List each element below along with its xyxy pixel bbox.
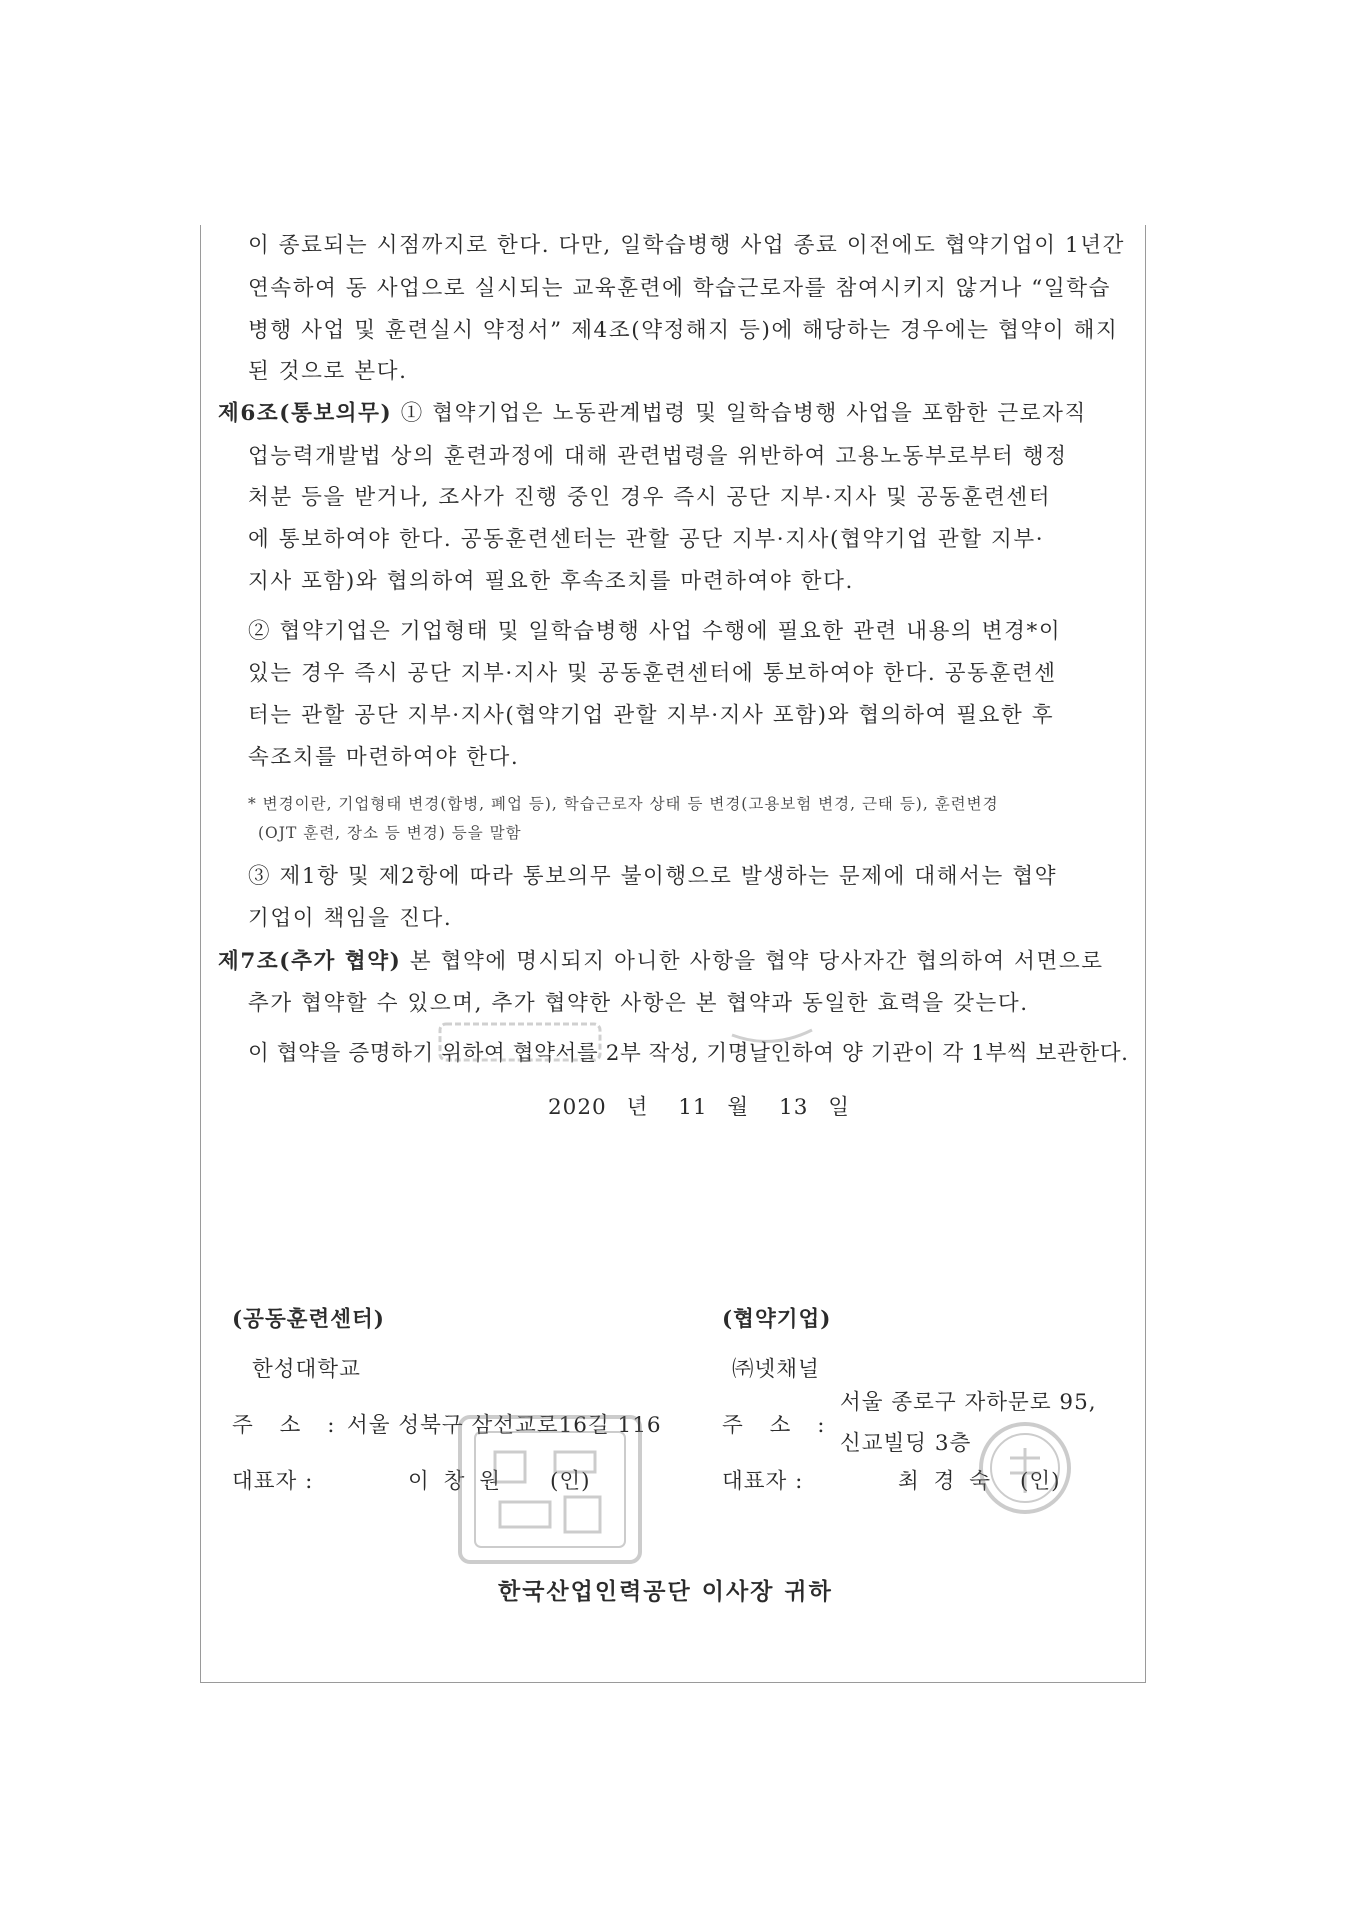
official-seal-icon [455, 1412, 645, 1567]
date-month: 11 [678, 1095, 708, 1120]
left-address: 서울 성북구 삼선교로16길 116 [347, 1413, 662, 1438]
stamp-trace-icon [430, 1012, 610, 1072]
body-line: 이 종료되는 시점까지로 한다. 다만, 일학습병행 사업 종료 이전에도 협약기업이 1년간 [248, 233, 1126, 258]
left-seal-mark: (인) [550, 1469, 591, 1494]
article6-p1-line: 지사 포함)와 협의하여 필요한 후속조치를 마련하여야 한다. [248, 569, 854, 594]
right-seal-mark: (인) [1020, 1469, 1061, 1494]
stamp-trace-icon [722, 990, 822, 1050]
article7-first-line [218, 948, 1104, 976]
signing-date [548, 1090, 850, 1121]
company-seal-icon [975, 1418, 1075, 1518]
article6-p3-line: 기업이 책임을 진다. [248, 906, 453, 931]
article6-p2-line: ② 협약기업은 기업형태 및 일학습병행 사업 수행에 필요한 관련 내용의 변경*이 [248, 619, 1062, 644]
article6-first-line [218, 400, 1087, 428]
article6-footnote: (OJT 훈련, 장소 등 변경) 등을 말함 [258, 824, 522, 842]
closing-statement: 이 협약을 증명하기 위하여 협약서를 2부 작성, 기명날인하여 양 기관이 각 1부씩 보관한다. [248, 1041, 1129, 1066]
article7-line: 추가 협약할 수 있으며, 추가 협약한 사항은 본 협약과 동일한 효력을 갖는다. [248, 991, 1029, 1016]
article6-footnote: * 변경이란, 기업형태 변경(합병, 폐업 등), 학습근로자 상태 등 변경(고용보험 변경, 근태 등), 훈련변경 [248, 795, 999, 813]
date-day-unit: 일 [828, 1095, 850, 1120]
article6-p1-line: 에 통보하여야 한다. 공동훈련센터는 관할 공단 지부·지사(협약기업 관할 지부· [248, 527, 1045, 552]
body-line: 된 것으로 본다. [248, 359, 408, 384]
article6-p1-line: 업능력개발법 상의 훈련과정에 대해 관련법령을 위반하여 고용노동부로부터 행정 [248, 444, 1068, 469]
body-line: 연속하여 동 사업으로 실시되는 교육훈련에 학습근로자를 참여시키지 않거나 “일학습 [248, 276, 1111, 301]
article7-first: 본 협약에 명시되지 아니한 사항을 협약 당사자간 협의하여 서면으로 [409, 949, 1104, 974]
right-party-org: ㈜넷채널 [732, 1357, 820, 1382]
right-address-label: 주 소 : [722, 1413, 835, 1438]
left-rep-name: 이 창 원 [408, 1469, 504, 1494]
article6-p2-line: 속조치를 마련하여야 한다. [248, 745, 520, 770]
date-year: 2020 [548, 1095, 607, 1120]
article6-p1-line: 처분 등을 받거나, 조사가 진행 중인 경우 즉시 공단 지부·지사 및 공동훈련센터 [248, 485, 1052, 510]
right-rep-label: 대표자 : [722, 1469, 804, 1494]
left-party-org: 한성대학교 [252, 1357, 361, 1382]
date-day: 13 [779, 1095, 809, 1120]
date-year-unit: 년 [626, 1095, 649, 1120]
left-party-heading: (공동훈련센터) [232, 1307, 385, 1332]
article6-p3-line: ③ 제1항 및 제2항에 따라 통보의무 불이행으로 발생하는 문제에 대해서는 협약 [248, 864, 1058, 889]
article6-heading: 제6조(통보의무) [218, 401, 393, 426]
left-address-label: 주 소 : [232, 1413, 345, 1438]
right-address-line1: 서울 종로구 자하문로 95, [840, 1390, 1097, 1415]
article6-p2-line: 터는 관할 공단 지부·지사(협약기업 관할 지부·지사 포함)와 협의하여 필요한 후 [248, 703, 1055, 728]
left-rep-label: 대표자 : [232, 1469, 314, 1494]
addressee: 한국산업인력공단 이사장 귀하 [498, 1578, 833, 1605]
body-line: 병행 사업 및 훈련실시 약정서” 제4조(약정해지 등)에 해당하는 경우에는 협약이 해지 [248, 318, 1119, 343]
article7-heading: 제7조(추가 협약) [218, 949, 402, 974]
right-address-line2: 신교빌딩 3층 [840, 1431, 972, 1456]
right-rep-name: 최 경 숙 [898, 1469, 994, 1494]
right-party-heading: (협약기업) [722, 1307, 832, 1332]
article6-p1-first: ① 협약기업은 노동관계법령 및 일학습병행 사업을 포함한 근로자직 [400, 401, 1087, 426]
article6-p2-line: 있는 경우 즉시 공단 지부·지사 및 공동훈련센터에 통보하여야 한다. 공동훈련센 [248, 661, 1057, 686]
date-month-unit: 월 [727, 1095, 750, 1120]
